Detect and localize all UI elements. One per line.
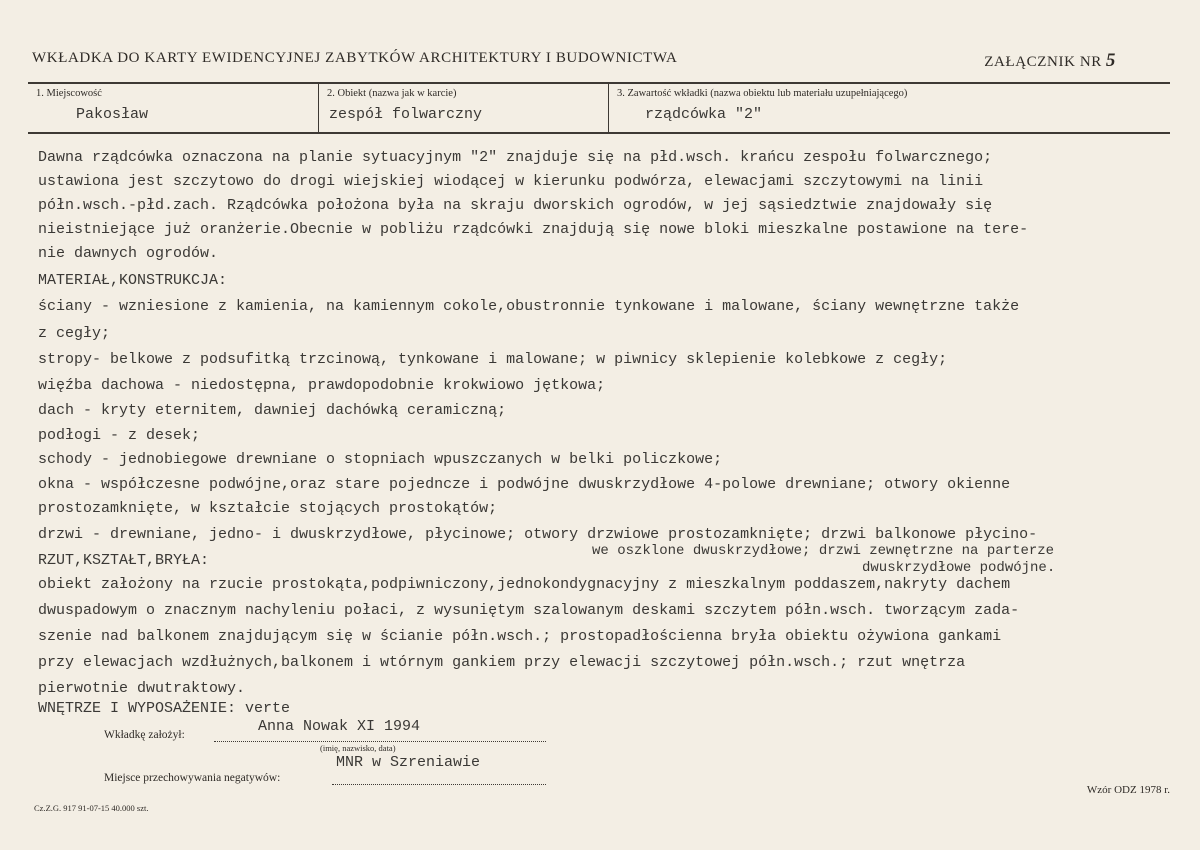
print-info: Cz.Z.G. 917 91-07-15 40.000 szt. [34, 803, 149, 813]
body-line: więźba dachowa - niedostępna, prawdopodobnie krokwiowo jętkowa; [38, 377, 606, 394]
field-object-label: 2. Obiekt (nazwa jak w karcie) [327, 88, 457, 99]
section-heading-interior: WNĘTRZE I WYPOSAŻENIE: verte [38, 700, 291, 717]
section-heading-material: MATERIAŁ,KONSTRUKCJA: [38, 272, 228, 289]
body-line: dach - kryty eternitem, dawniej dachówką ceramiczną; [38, 402, 507, 419]
field-content [608, 84, 1170, 132]
header-fields-table [28, 82, 1170, 134]
body-line: szenie nad balkonem znajdującym się w ścianie półn.wsch.; prostopadłościenna bryła obiektu ożywiona gankami [38, 628, 1002, 645]
body-line: z cegły; [38, 325, 111, 342]
attachment-label: ZAŁĄCZNIK NR [984, 54, 1102, 70]
body-overlay-line: we oszklone dwuskrzydłowe; drzwi zewnętrzne na parterze [592, 543, 1055, 559]
body-line: schody - jednobiegowe drewniane o stopniach wpuszczanych w belki policzkowe; [38, 451, 723, 468]
attachment-number [984, 50, 1116, 72]
created-by-value: Anna Nowak XI 1994 [258, 718, 421, 735]
field-content-label: 3. Zawartość wkładki (nazwa obiektu lub materiału uzupełniającego) [617, 88, 908, 99]
body-line: pierwotnie dwutraktowy. [38, 680, 246, 697]
body-line: półn.wsch.-płd.zach. Rządcówka położona była na skraju dworskich ogrodów, w jej sąsiedztwie znajdowały się [38, 197, 993, 214]
body-line: prostozamknięte, w kształcie stojących prostokątów; [38, 500, 498, 517]
section-heading-shape: RZUT,KSZTAŁT,BRYŁA: [38, 552, 210, 569]
body-line: nie dawnych ogrodów. [38, 245, 219, 262]
body-line: podłogi - z desek; [38, 427, 201, 444]
created-by-hint: (imię, nazwisko, data) [320, 743, 396, 753]
field-object-value: zespół folwarczny [329, 106, 483, 123]
negative-storage-line [332, 784, 546, 785]
body-overlay-line: dwuskrzydłowe podwójne. [862, 560, 1056, 576]
form-template-id: Wzór ODZ 1978 r. [1086, 784, 1170, 796]
form-title: WKŁADKA DO KARTY EWIDENCYJNEJ ZABYTKÓW ARCHITEKTURY I BUDOWNICTWA [32, 50, 678, 66]
negative-storage-value: MNR w Szreniawie [336, 754, 481, 771]
body-line: drzwi - drewniane, jedno- i dwuskrzydłowe, płycinowe; otwory drzwiowe prostozamknięte; drzwi balkonowe płycino- [38, 526, 1038, 543]
body-line: stropy- belkowe z podsufitką trzcinową, tynkowane i malowane; w piwnicy sklepienie kolebkowe z cegły; [38, 351, 948, 368]
body-line: ustawiona jest szczytowo do drogi wiejskiej wiodącej w kierunku podwórza, elewacjami szczytowymi na linii [38, 173, 984, 190]
field-content-value: rządcówka "2" [645, 106, 763, 123]
field-locality-value: Pakosław [76, 106, 149, 123]
body-line: ściany - wzniesione z kamienia, na kamiennym cokole,obustronnie tynkowane i malowane, ściany wewnętrzne także [38, 298, 1020, 315]
body-line: okna - współczesne podwójne,oraz stare pojedncze i podwójne dwuskrzydłowe 4-polowe drewniane; otwory okienne [38, 476, 1011, 493]
body-line: przy elewacjach wzdłużnych,balkonem i wtórnym gankiem przy elewacji szczytowej półn.wsch.; rzut wnętrza [38, 654, 966, 671]
body-line: obiekt założony na rzucie prostokąta,podpiwniczony,jednokondygnacyjny z mieszkalnym poddaszem,nakryty dachem [38, 576, 1011, 593]
body-line: Dawna rządcówka oznaczona na planie sytuacyjnym "2" znajduje się na płd.wsch. krańcu zespołu folwarcznego; [38, 149, 993, 166]
field-object [318, 84, 608, 132]
attachment-number-value: 5 [1105, 50, 1116, 71]
field-locality-label: 1. Miejscowość [36, 88, 102, 99]
field-locality [28, 84, 318, 132]
body-line: nieistniejące już oranżerie.Obecnie w pobliżu rządcówki znajdują się nowe bloki mieszkalne postawione na tere- [38, 221, 1029, 238]
body-line: dwuspadowym o znacznym nachyleniu połaci, z wysuniętym szalowanym deskami szczytem półn.wsch. tworzącym zada- [38, 602, 1020, 619]
negative-storage-label: Miejsce przechowywania negatywów: [104, 772, 281, 784]
created-by-label: Wkładkę założył: [104, 729, 185, 741]
created-by-line [214, 741, 546, 742]
